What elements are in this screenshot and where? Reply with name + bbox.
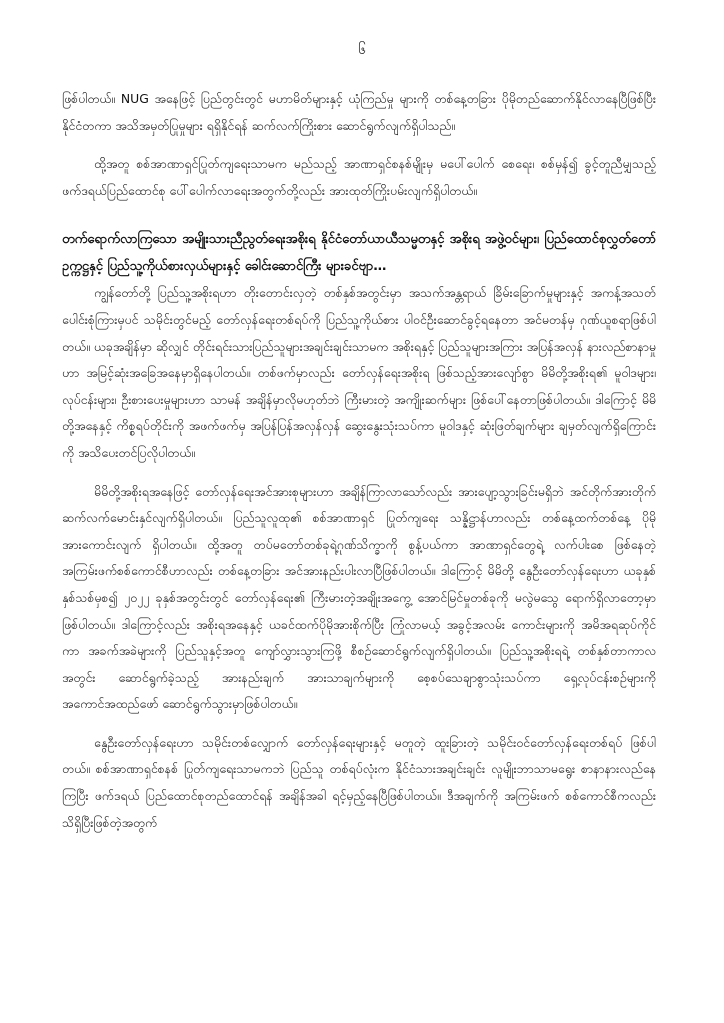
section-heading: တက်ရောက်လာကြသော အမျိုးသားညီညွတ်ရေးအစိုးရ နိုင်ငံတော်ယာယီသမ္မတနှင့် အစိုးရ အဖွဲ့ဝင်များ၊ ပြည်ထောင်စုလွှတ်တော်ဥက္ကဋ္ဌနှင့် ပြည်သူ့ကိုယ်စားလှယ်များနှင့် ခေါင်းဆောင်ကြီး များခင်ဗျာ… (62, 232, 656, 275)
paragraph: နွေဦးတော်လှန်ရေးဟာ သမိုင်းတစ်လျှောက် တော်လှန်ရေးများနှင့် မတူတဲ့ ထူးခြားတဲ့ သမိုင်းဝင်တော်လှန်ရေးတစ်ရပ် ဖြစ်ပါတယ်။ စစ်အာဏာရှင်စနစ် ပြုတ်ကျရေးသာမကဘဲ ပြည်သူ တစ်ရပ်လုံးက နိုင်ငံသားအချင်းချင်း လူမျိုးဘာသာမရွေး စာနာနားလည်နေကြပြီး ဖက်ဒရယ် ပြည်ထောင်စုတည်ထောင်ရန် အချိန်အခါ ရင့်မှည့်နေပြီဖြစ်ပါတယ်။ ဒီအချက်ကို အကြမ်းဖက် စစ်ကောင်စီကလည်း သိရှိပြီးဖြစ်တဲ့အတွက် (62, 734, 656, 830)
paragraph: ဖြစ်ပါတယ်။ NUG အနေဖြင့် ပြည်တွင်းတွင် မဟာမိတ်များနှင့် ယုံကြည်မှု များကို တစ်နေ့တခြား ပိုမိုတည်ဆောက်နိုင်လာနေပြီဖြစ်ပြီး နိုင်ငံတကာ အသိအမှတ်ပြုမှုများ ရရှိနိုင်ရန် ဆက်လက်ကြိုးစား ဆောင်ရွက်လျက်ရှိပါသည်။ (62, 91, 656, 133)
page-number: ၆ (358, 42, 366, 58)
paragraph: မိမိတို့အစိုးရအနေဖြင့် တော်လှန်ရေးအင်အားစုများဟာ အချိန်ကြာလာသော်လည်း အားပျော့သွားခြင်းမရှိဘဲ အင်တိုက်အားတိုက် ဆက်လက်မောင်းနှင်လျက်ရှိပါတယ်။ ပြည်သူလူထု၏ စစ်အာဏာရှင် ပြုတ်ကျရေး သန္နိဋ္ဌာန်ဟာလည်း တစ်နေ့ထက်တစ်နေ့ ပိုမိုအားကောင်းလျက် ရှိပါတယ်။ ထို့အတူ တပ်မတော်တစ်ခုရဲ့ဂုဏ်သိက္ခာကို စွန့်ပယ်ကာ အာဏာရှင်တွေရဲ့ လက်ပါးစေ ဖြစ်နေတဲ့ အကြမ်းဖက်စစ်ကောင်စီဟာလည်း တစ်နေ့တခြား အင်အားနည်းပါးလာပြီဖြစ်ပါတယ်။ ဒါကြောင့် မိမိတို့ နွေဦးတော်လှန်ရေးဟာ ယခုနှစ် နှစ်သစ်မှစ၍ ၂၀၂၂ ခုနှစ်အတွင်းတွင် တော်လှန်ရေး၏ ကြီးမားတဲ့အချိုးအကွေ့ အောင်မြင်မှုတစ်ခုကို မလွဲမသွေ ရောက်ရှိလာတော့မှာ ဖြစ်ပါတယ်။ ဒါကြောင့်လည်း အစိုးရအနေနှင့် ယခင်ထက်ပိုမိုအားစိုက်ပြီး ကြုံလာမယ့် အခွင့်အလမ်း ကောင်းများကို အမိအရဆုပ်ကိုင်ကာ အခက်အခဲများကို ပြည်သူနှင့်အတူ ကျော်လွှားသွားကြဖို့ စီစဉ်ဆောင်ရွက်လျက်ရှိပါတယ်။ ပြည်သူ့အစိုးရရဲ့ တစ်နှစ်တာကာလအတွင်း ဆောင်ရွက်ခဲ့သည့် အားနည်းချက် အားသာချက်များကို စေ့စပ်သေချာစွာသုံးသပ်ကာ ရှေ့လုပ်ငန်းစဉ်များကို အကောင်အထည်ဖော် ဆောင်ရွက်သွားမှာဖြစ်ပါတယ်။ (62, 483, 656, 712)
paragraph: ကျွန်တော်တို့ ပြည်သူ့အစိုးရဟာ တိုးတောင်းလှတဲ့ တစ်နှစ်အတွင်းမှာ အသက်အန္တရာယ် ခြိမ်းခြောက်မှုများနှင့် အကန့်အသတ်ပေါင်းစုံကြားမှပင် သမိုင်းတွင်မည့် တော်လှန်ရေးတစ်ရပ်ကို ပြည်သူ့ကိုယ်စား ပါဝင်ဦးဆောင်ခွင့်ရနေတာ အင်မတန်မှ ဂုဏ်ယူစရာဖြစ်ပါတယ်။ ယခုအချိန်မှာ ဆိုလျှင် တိုင်းရင်းသားပြည်သူများအချင်းချင်းသာမက အစိုးရနှင့် ပြည်သူများအကြား အပြန်အလှန် နားလည်စာနာမှုဟာ အမြင့်ဆုံးအခြေအနေမှာရှိနေပါတယ်။ တစ်ဖက်မှာလည်း တော်လှန်ရေးအစိုးရ ဖြစ်သည့်အားလျော်စွာ မိမိတို့အစိုးရ၏ မူဝါဒများ၊ လုပ်ငန်းများ၊ ဦးစားပေးမှုများဟာ သာမန် အချိန်မှာလိုမဟုတ်ဘဲ ကြီးမားတဲ့ အကျိုးဆက်များ ဖြစ်ပေါ်နေတာဖြစ်ပါတယ်။ ဒါကြောင့် မိမိတို့အနေနှင့် ကိစ္စရပ်တိုင်းကို အဖက်ဖက်မှ အပြန်ပြန်အလှန်လှန် ဆွေးနွေးသုံးသပ်ကာ မူဝါဒနှင့် ဆုံးဖြတ်ချက်များ ချမှတ်လျက်ရှိကြောင်းကို အသိပေးတင်ပြလိုပါတယ်။ (62, 285, 656, 460)
paragraph: ထို့အတူ စစ်အာဏာရှင်ပြုတ်ကျရေးသာမက မည်သည့် အာဏာရှင်စနစ်မျိုးမှ မပေါ်ပေါက် စေရေး၊ စစ်မှန်၍ ခွင့်တူညီမျှသည့် ဖက်ဒရယ်ပြည်ထောင်စု ပေါ်ပေါက်လာရေးအတွက်တို့လည်း အားထုတ်ကြိုးပမ်းလျက်ရှိပါတယ်။ (62, 156, 656, 198)
document-body (62, 86, 656, 848)
